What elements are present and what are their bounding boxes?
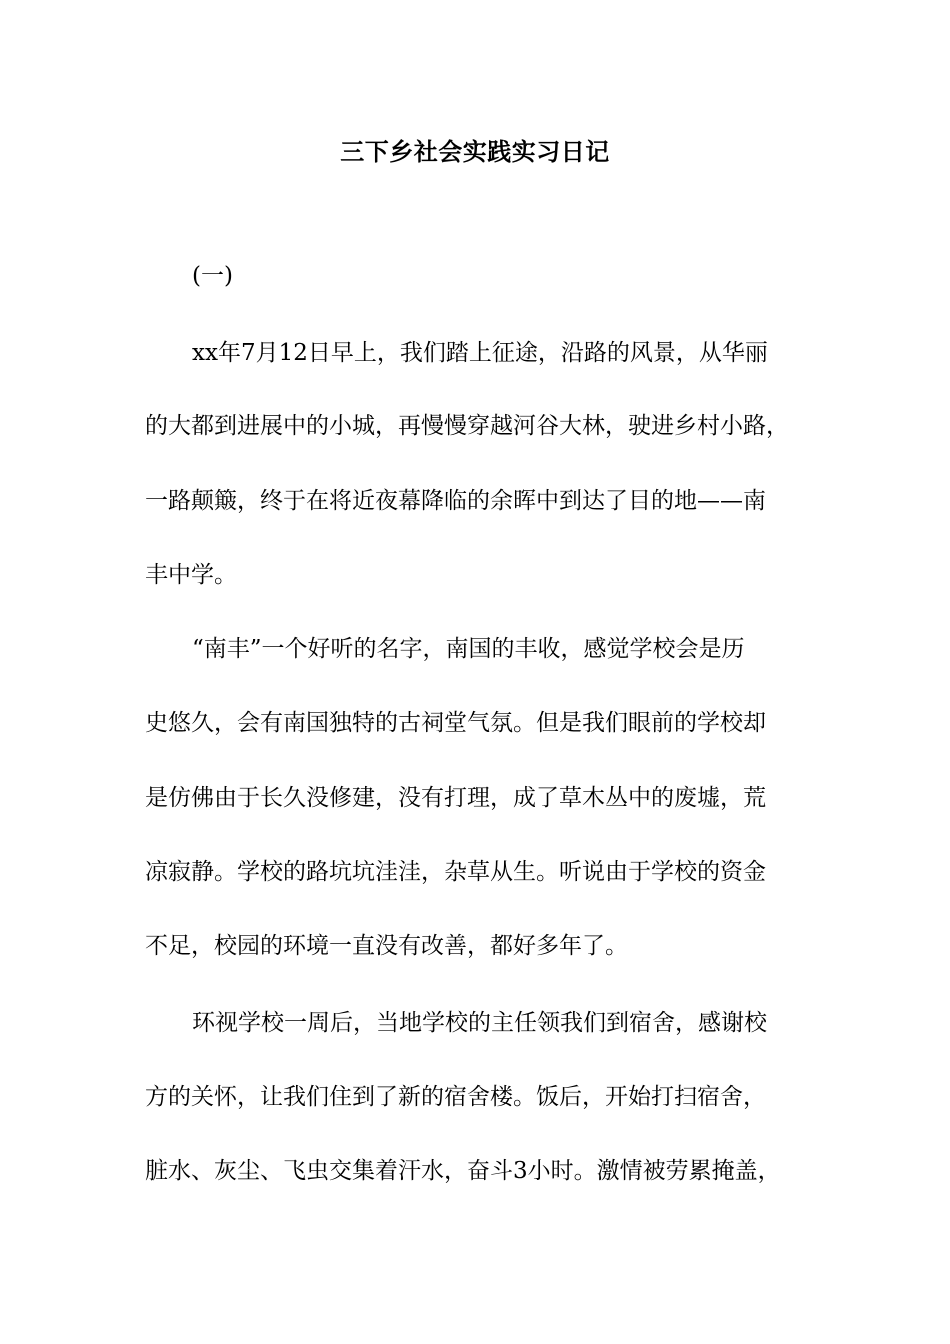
paragraph-line: 史悠久，会有南国独特的古祠堂气氛。但是我们眼前的学校却 <box>145 710 766 736</box>
paragraph-line: 环视学校一周后，当地学校的主任领我们到宿舍，感谢校 <box>192 1010 767 1036</box>
paragraph-line: 不足，校园的环境一直没有改善，都好多年了。 <box>145 933 628 959</box>
paragraph-line: 凉寂静。学校的路坑坑洼洼，杂草从生。听说由于学校的资金 <box>145 859 766 885</box>
paragraph-line: 是仿佛由于长久没修建，没有打理，成了草木丛中的废墟，荒 <box>145 785 766 811</box>
paragraph-line: 脏水、灰尘、飞虫交集着汗水，奋斗3小时。激情被劳累掩盖， <box>145 1158 781 1184</box>
paragraph-line: xx年7月12日早上，我们踏上征途，沿路的风景，从华丽 <box>192 340 768 366</box>
section-marker: (一) <box>192 263 233 289</box>
paragraph-line: 一路颠簸，终于在将近夜幕降临的余晖中到达了目的地——南 <box>145 488 766 514</box>
paragraph-line: 丰中学。 <box>145 562 237 588</box>
document-title: 三下乡社会实践实习日记 <box>340 138 610 166</box>
paragraph-line: 方的关怀，让我们住到了新的宿舍楼。饭后，开始打扫宿舍， <box>145 1084 766 1110</box>
paragraph-line: 的大都到进展中的小城，再慢慢穿越河谷大林，驶进乡村小路， <box>145 413 789 439</box>
paragraph-line: “南丰”一个好听的名字，南国的丰收，感觉学校会是历 <box>192 636 745 662</box>
